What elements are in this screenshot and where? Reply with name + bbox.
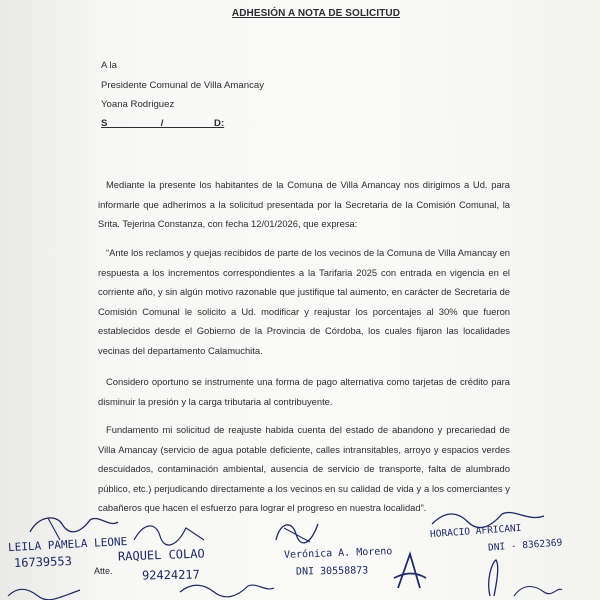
address-line-2: Presidente Comunal de Villa Amancay <box>101 80 265 91</box>
signature-scribble-8 <box>4 584 84 600</box>
signature-scribble-3 <box>270 516 330 550</box>
address-line-3: Yoana Rodriguez <box>101 99 175 110</box>
signature-id-1: 16739553 <box>13 553 73 571</box>
address-line-1: A la <box>101 60 118 71</box>
paragraph-payment <box>98 372 510 411</box>
paragraph-intro-text: Mediante la presente los habitantes de la Comuna de Villa Amancay nos dirigimos a Ud. para informarle que adherimos a la solicitud presentada por la Secretaria de la Comisión Comunal, la Srita. Tejerina Constanza, con fecha 12/01/2026, que expresa: <box>98 179 510 230</box>
signature-name-3: Verónica A. Moreno <box>283 546 393 561</box>
signature-name-1: LEILA PAMELA LEONE <box>7 534 128 555</box>
paragraph-grounds-text: Fundamento mi solicitud de reajuste habida cuenta del estado de abandono y precariedad de Villa Amancay (servicio de agua potable deficiente, calles intransitables, arroyo y espacios verdes descuidados, contaminación ambiental, ausencia de servicio de transporte, falta de alumbrado público, etc.) perjudicando directamente a los vecinos en su calidad de vida y a los comerciantes y cabañeros que hacen el esfuerzo para lograr el progreso en nuestra localidad”. <box>98 424 510 514</box>
paragraph-grounds <box>98 420 510 518</box>
document-title: ADHESIÓN A NOTA DE SOLICITUD <box>231 8 401 19</box>
paragraph-intro <box>98 175 510 234</box>
signature-scribble-7 <box>176 578 276 600</box>
paragraph-quote-text: “Ante los reclamos y quejas recibidos de parte de los vecinos de la Comuna de Villa Amancay en respuesta a los incrementos correspondientes a la Tarifaria 2025 con entrada en vigencia en el corriente año, y sin algún motivo razonable que justifique tal aumento, en carácter de Secretaria de Comisión Comunal le solicito a Ud. modificar y reajustar los porcentajes al 30% que fueron establecidos desde el Gobierno de la Provincia de Córdoba, los cuales fijaron las localidades vecinas del departamento Calamuchita. <box>98 247 510 356</box>
address-line-4: S / D: <box>101 118 225 129</box>
signature-scribble-2 <box>130 520 210 550</box>
closing-atte: Atte. <box>94 566 113 576</box>
paragraph-payment-text: Considero oportuno se instrumente una forma de pago alternativa como tarjetas de crédito para disminuir la presión y la carga tributaria al contribuyente. <box>98 376 510 407</box>
signature-id-4: DNI - 8362369 <box>487 537 563 554</box>
paragraph-quote <box>98 243 510 361</box>
signature-name-2: RAQUEL COLAO <box>117 546 205 564</box>
signature-id-3: DNI 30558873 <box>295 565 369 578</box>
signature-name-4: HORACIO AFRICANI <box>429 522 522 541</box>
signature-id-2: 92424217 <box>141 567 200 583</box>
signature-scribble-4 <box>390 548 430 598</box>
signature-scribble-6 <box>474 556 564 600</box>
